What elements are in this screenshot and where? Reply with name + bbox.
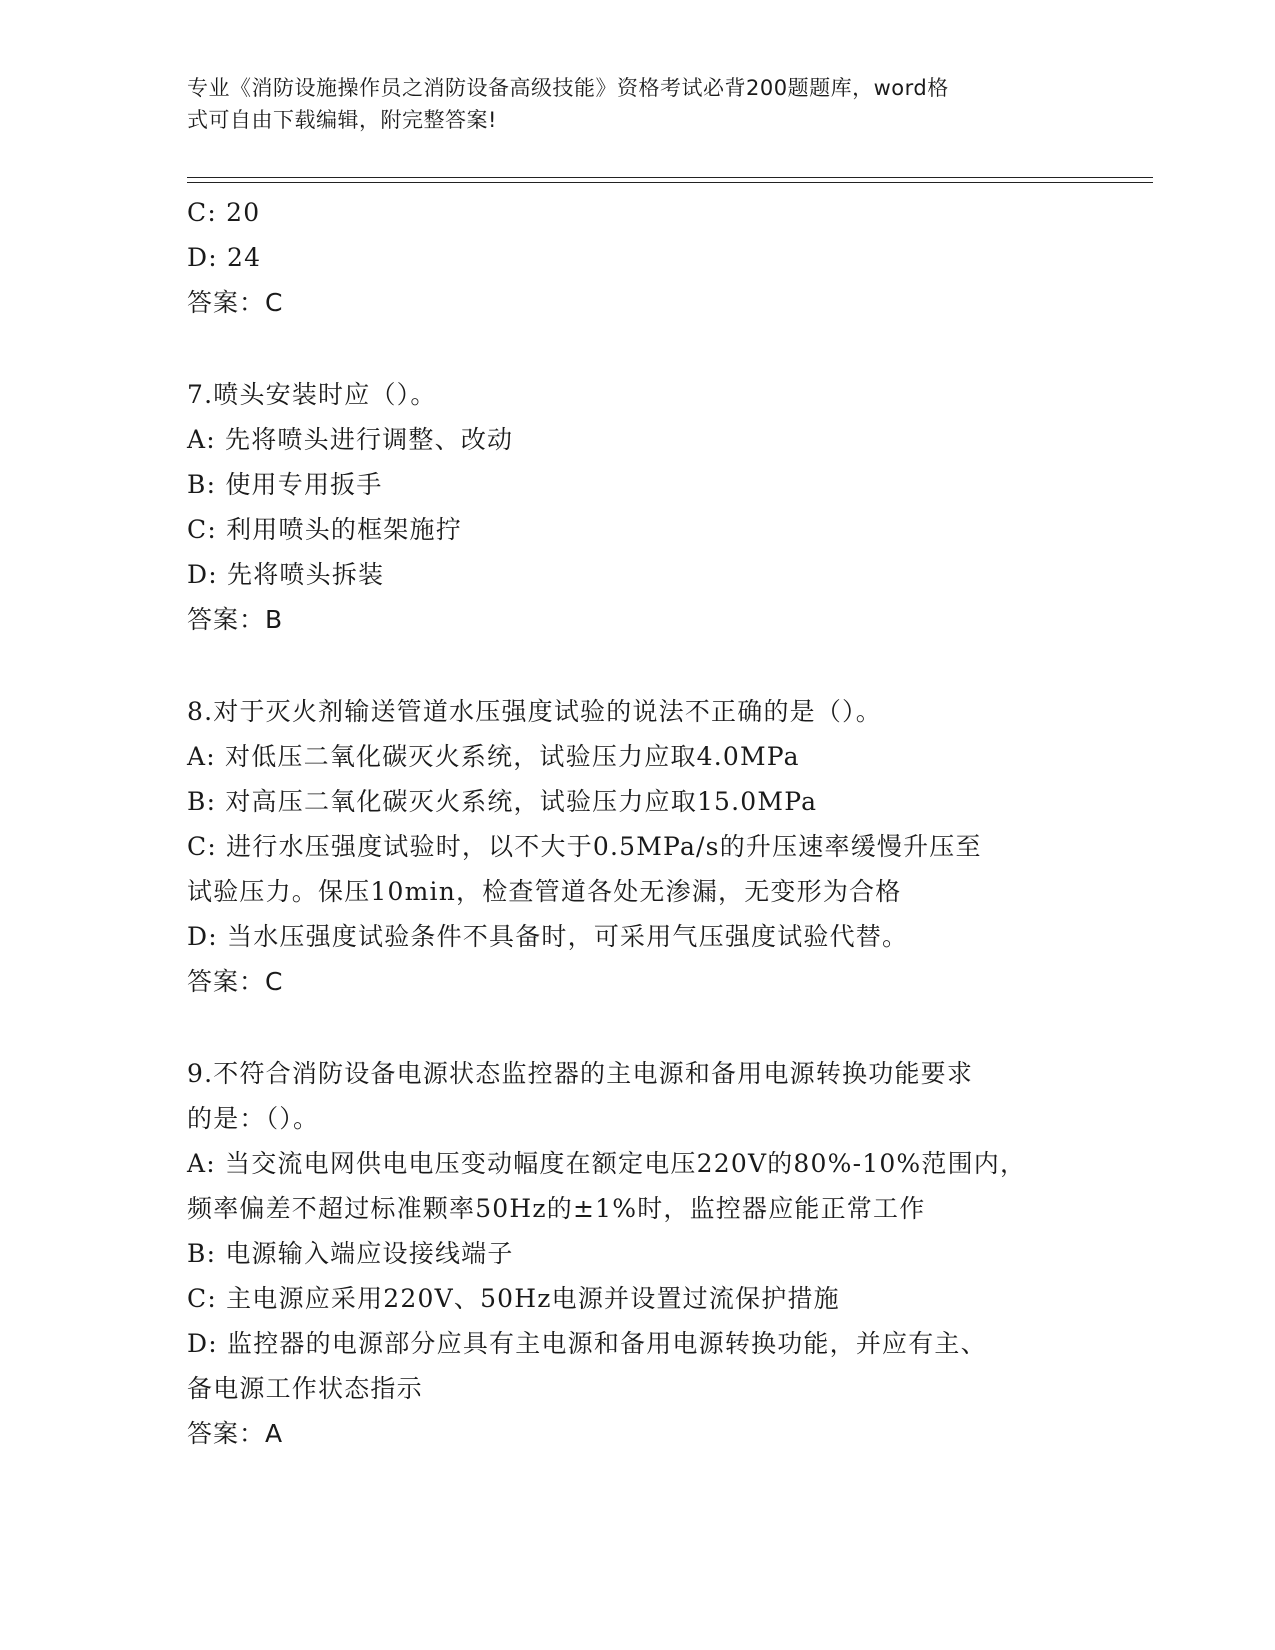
option-a-continued: 频率偏差不超过标准颗率50Hz的±1%时，监控器应能正常工作 — [187, 1194, 926, 1223]
option-c: C: 主电源应采用220V、50Hz电源并设置过流保护措施 — [187, 1284, 840, 1313]
option-d: D: 先将喷头拆装 — [187, 560, 385, 589]
question-stem: 8.对于灭火剂输送管道水压强度试验的说法不正确的是（）。 — [187, 697, 882, 726]
header-line-1: 专业《消防设施操作员之消防设备高级技能》资格考试必背200题题库，word格 — [187, 76, 949, 100]
spacer — [187, 325, 1087, 372]
answer-line: 答案：B — [187, 605, 284, 634]
answer-line: 答案：C — [187, 967, 284, 996]
option-d: D: 当水压强度试验条件不具备时，可采用气压强度试验代替。 — [187, 922, 909, 951]
option-d: D: 24 — [187, 243, 262, 272]
option-c-continued: 试验压力。保压10min，检查管道各处无渗漏，无变形为合格 — [187, 877, 902, 906]
answer-line: 答案：C — [187, 288, 284, 317]
option-d: D: 监控器的电源部分应具有主电源和备用电源转换功能，并应有主、 — [187, 1329, 987, 1358]
option-a: A: 当交流电网供电电压变动幅度在额定电压220V的80%-10%范围内， — [187, 1149, 1027, 1178]
header-divider-top — [187, 177, 1153, 178]
question-block-6 — [187, 190, 1087, 325]
option-c: C: 20 — [187, 198, 261, 227]
question-block-9 — [187, 1051, 1087, 1456]
spacer — [187, 1004, 1087, 1051]
option-b: B: 对高压二氧化碳灭火系统，试验压力应取15.0MPa — [187, 787, 818, 816]
question-block-8 — [187, 689, 1087, 1004]
question-list — [187, 190, 1087, 1456]
option-a: A: 先将喷头进行调整、改动 — [187, 425, 514, 454]
spacer — [187, 642, 1087, 689]
header-divider-bottom — [187, 182, 1153, 183]
header-line-2: 式可自由下载编辑，附完整答案! — [187, 108, 497, 132]
document-header — [187, 72, 1067, 136]
option-c: C: 进行水压强度试验时，以不大于0.5MPa/s的升压速率缓慢升压至 — [187, 832, 982, 861]
question-stem: 9.不符合消防设备电源状态监控器的主电源和备用电源转换功能要求 — [187, 1059, 974, 1088]
question-stem-continued: 的是：（）。 — [187, 1104, 320, 1133]
option-a: A: 对低压二氧化碳灭火系统，试验压力应取4.0MPa — [187, 742, 800, 771]
option-b: B: 使用专用扳手 — [187, 470, 383, 499]
question-stem: 7.喷头安装时应（）。 — [187, 380, 437, 409]
option-b: B: 电源输入端应设接线端子 — [187, 1239, 514, 1268]
answer-line: 答案：A — [187, 1419, 284, 1448]
question-block-7 — [187, 372, 1087, 642]
option-c: C: 利用喷头的框架施拧 — [187, 515, 462, 544]
option-d-continued: 备电源工作状态指示 — [187, 1374, 423, 1403]
